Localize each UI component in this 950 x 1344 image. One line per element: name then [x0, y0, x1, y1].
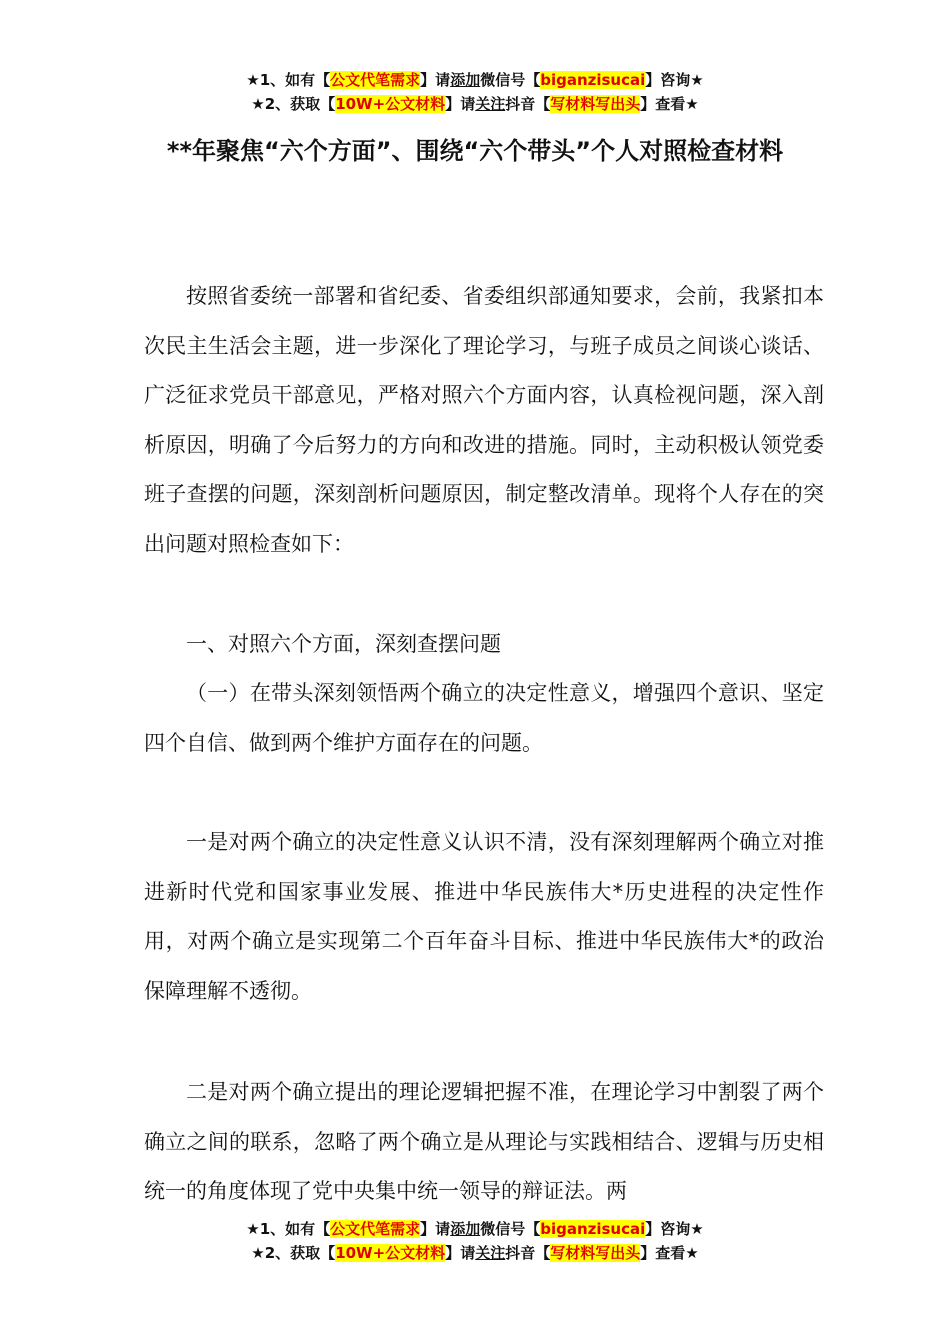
sub-heading-block: [144, 669, 824, 768]
promo-text: 】请: [445, 95, 476, 113]
promo-text: ★2、获取【: [251, 95, 336, 113]
promo-text: 微信号【: [480, 1220, 541, 1238]
promo-line-2: [0, 92, 950, 116]
section-heading-block: [144, 620, 824, 670]
promo-highlight: biganzisucai: [540, 1220, 646, 1238]
header-promo-banner: [0, 68, 950, 116]
promo-text: 】请: [445, 1244, 476, 1262]
document-title: **年聚焦“六个方面”、围绕“六个带头”个人对照检查材料: [166, 137, 784, 165]
promo-text: ★2、获取【: [251, 1244, 336, 1262]
intro-paragraph: 按照省委统一部署和省纪委、省委组织部通知要求，会前，我紧扣本次民主生活会主题，进一步深化了理论学习，与班子成员之间谈心谈话、广泛征求党员干部意见，严格对照六个方面内容，认真检视问题，深入剖析原因，明确了今后努力的方向和改进的措施。同时，主动积极认领党委班子查摆的问题，深刻剖析问题原因，制定整改清单。现将个人存在的突出问题对照检查如下：: [144, 284, 824, 556]
sub-heading: （一）在带头深刻领悟两个确立的决定性意义，增强四个意识、坚定四个自信、做到两个维护方面存在的问题。: [144, 681, 824, 755]
promo-highlight: 公文代笔需求: [330, 1220, 421, 1238]
promo-text: 】请: [420, 1220, 451, 1238]
promo-text: 微信号【: [480, 71, 541, 89]
promo-highlight: 写材料写出头: [550, 1244, 641, 1262]
intro-paragraph-block: [144, 272, 824, 570]
section-heading: 一、对照六个方面，深刻查摆问题: [186, 632, 501, 656]
promo-text: 抖音【: [505, 95, 551, 113]
promo-line-1: [0, 1217, 950, 1241]
promo-text: 】咨询★: [645, 71, 704, 89]
paragraph-one-block: [144, 818, 824, 1016]
promo-text: ★1、如有【: [246, 1220, 331, 1238]
promo-text: ★1、如有【: [246, 71, 331, 89]
promo-text: 】查看★: [640, 95, 699, 113]
promo-text: 抖音【: [505, 1244, 551, 1262]
promo-underline: 关注: [475, 1244, 506, 1262]
promo-text: 】查看★: [640, 1244, 699, 1262]
promo-underline: 添加: [450, 71, 481, 89]
paragraph-two: 二是对两个确立提出的理论逻辑把握不准，在理论学习中割裂了两个确立之间的联系，忽略了两个确立是从理论与实践相结合、逻辑与历史相统一的角度体现了党中央集中统一领导的辩证法。两: [144, 1080, 824, 1204]
promo-highlight: 公文代笔需求: [330, 71, 421, 89]
promo-text: 】请: [420, 71, 451, 89]
promo-underline: 关注: [475, 95, 506, 113]
paragraph-one: 一是对两个确立的决定性意义认识不清，没有深刻理解两个确立对推进新时代党和国家事业发展、推进中华民族伟大*历史进程的决定性作用，对两个确立是实现第二个百年奋斗目标、推进中华民族伟大*的政治保障理解不透彻。: [144, 830, 824, 1003]
footer-promo-banner: [0, 1217, 950, 1265]
promo-text: 】咨询★: [645, 1220, 704, 1238]
paragraph-two-block: [144, 1068, 824, 1217]
promo-highlight: 10W+公文材料: [335, 95, 446, 113]
promo-highlight: biganzisucai: [540, 71, 646, 89]
promo-line-1: [0, 68, 950, 92]
promo-underline: 添加: [450, 1220, 481, 1238]
promo-highlight: 10W+公文材料: [335, 1244, 446, 1262]
promo-highlight: 写材料写出头: [550, 95, 641, 113]
promo-line-2: [0, 1241, 950, 1265]
